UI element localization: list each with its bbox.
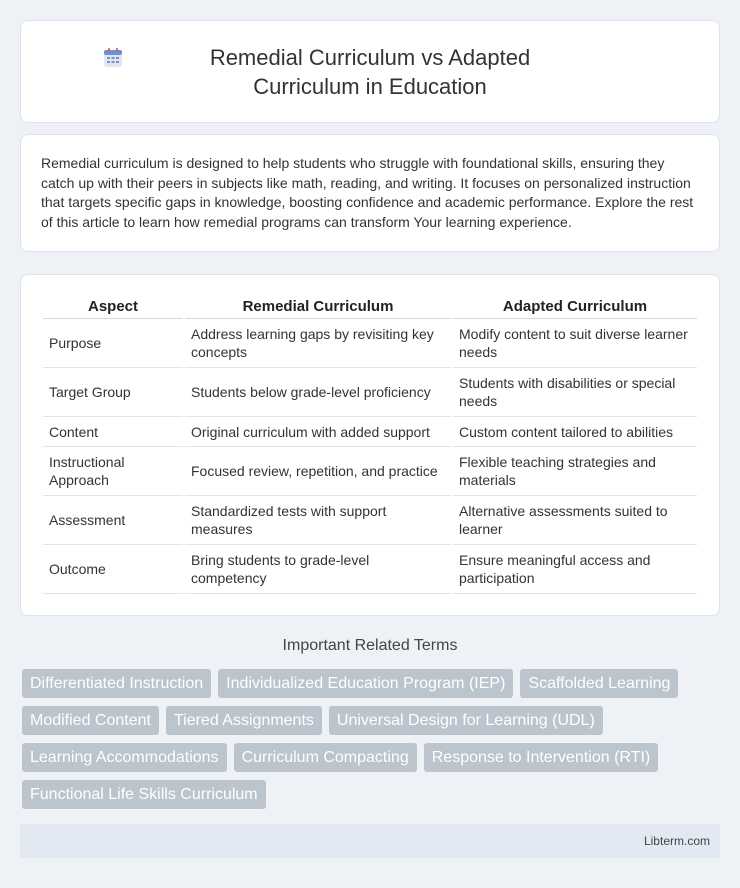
table-cell: Instructional Approach	[43, 447, 183, 496]
table-cell: Students below grade-level proficiency	[185, 368, 451, 417]
table-header-row	[43, 295, 697, 319]
related-term-tag[interactable]: Individualized Education Program (IEP)	[218, 669, 513, 698]
table-row	[43, 319, 697, 368]
comparison-card	[20, 274, 720, 616]
related-term-tag[interactable]: Curriculum Compacting	[234, 743, 417, 772]
related-term-tag[interactable]: Differentiated Instruction	[22, 669, 211, 698]
related-terms-list	[22, 669, 712, 809]
column-header: Remedial Curriculum	[185, 295, 451, 319]
table-cell: Alternative assessments suited to learner	[453, 496, 697, 545]
table-row	[43, 417, 697, 447]
intro-card	[20, 134, 720, 252]
related-terms-title: Important Related Terms	[282, 637, 458, 654]
table-cell: Modify content to suit diverse learner needs	[453, 319, 697, 368]
table-cell: Content	[43, 417, 183, 447]
table-cell: Purpose	[43, 319, 183, 368]
column-header: Aspect	[43, 295, 183, 319]
page-title: Remedial Curriculum vs Adapted Curriculum in Education	[209, 45, 531, 99]
related-term-tag[interactable]: Response to Intervention (RTI)	[424, 743, 658, 772]
column-header: Adapted Curriculum	[453, 295, 697, 319]
related-term-tag[interactable]: Universal Design for Learning (UDL)	[329, 706, 603, 735]
site-link[interactable]: Libterm.com	[643, 834, 710, 848]
intro-text: Remedial curriculum is designed to help students who struggle with foundational skills, ensuring they catch up with their peers in subjects like math, reading, and writing. It focuses on personalized instruction that targets specific gaps in knowledge, boosting confidence and academic performance. Explore the rest of this article to learn how remedial programs can transform Your learning experience.	[41, 155, 694, 230]
footer	[20, 824, 720, 858]
table-cell: Assessment	[43, 496, 183, 545]
comparison-table	[41, 295, 699, 594]
table-row	[43, 447, 697, 496]
title-card	[20, 20, 720, 123]
table-cell: Original curriculum with added support	[185, 417, 451, 447]
table-cell: Focused review, repetition, and practice	[185, 447, 451, 496]
related-term-tag[interactable]: Tiered Assignments	[166, 706, 322, 735]
table-cell: Address learning gaps by revisiting key concepts	[185, 319, 451, 368]
table-row	[43, 496, 697, 545]
table-row	[43, 545, 697, 594]
table-cell: Custom content tailored to abilities	[453, 417, 697, 447]
table-cell: Ensure meaningful access and participation	[453, 545, 697, 594]
related-term-tag[interactable]: Modified Content	[22, 706, 159, 735]
table-cell: Outcome	[43, 545, 183, 594]
related-term-tag[interactable]: Scaffolded Learning	[520, 669, 678, 698]
table-cell: Bring students to grade-level competency	[185, 545, 451, 594]
table-row	[43, 368, 697, 417]
related-term-tag[interactable]: Learning Accommodations	[22, 743, 227, 772]
table-cell: Standardized tests with support measures	[185, 496, 451, 545]
table-cell: Target Group	[43, 368, 183, 417]
table-cell: Flexible teaching strategies and materials	[453, 447, 697, 496]
table-cell: Students with disabilities or special needs	[453, 368, 697, 417]
related-term-tag[interactable]: Functional Life Skills Curriculum	[22, 780, 266, 809]
